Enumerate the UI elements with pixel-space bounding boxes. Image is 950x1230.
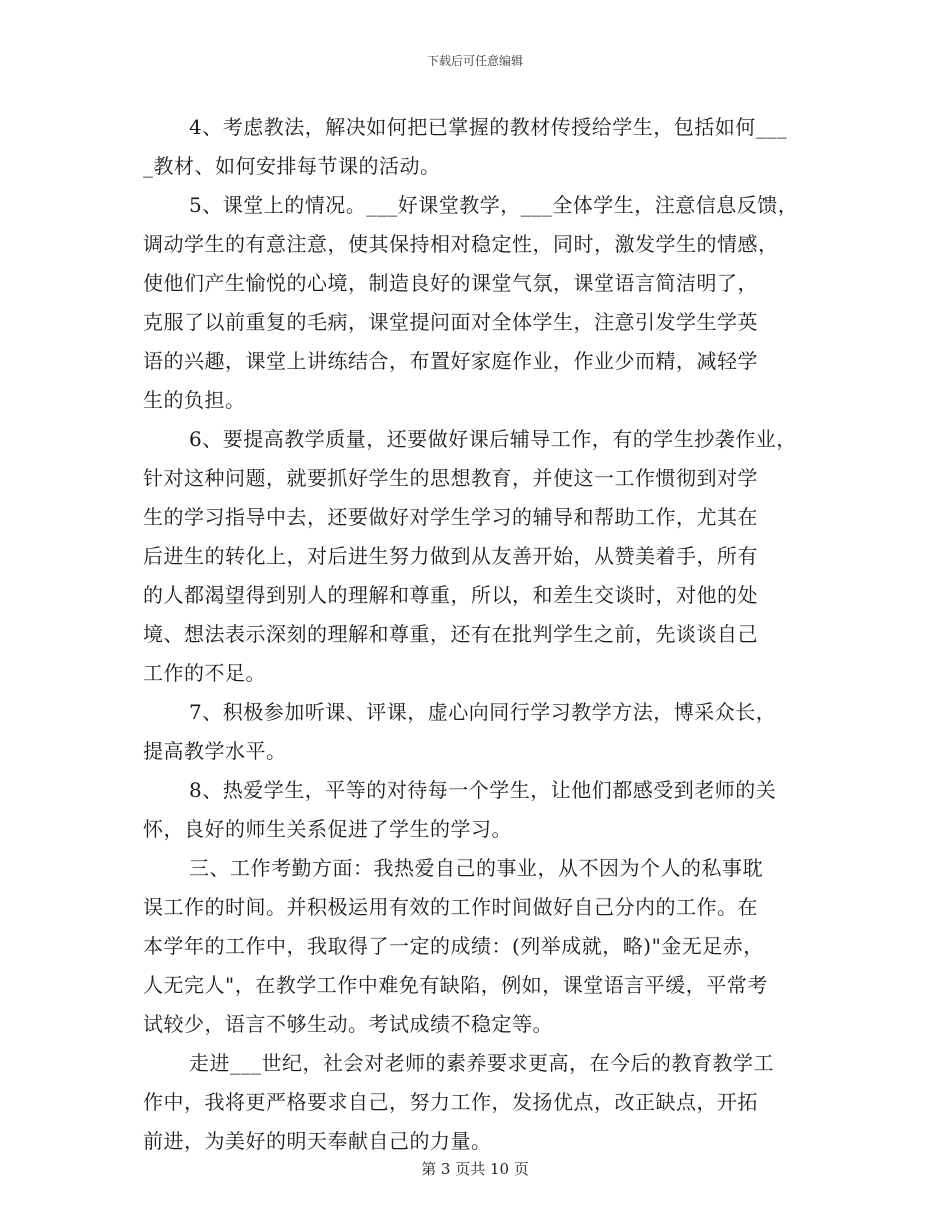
text-line: 语的兴趣，课堂上讲练结合，布置好家庭作业，作业少而精，减轻学 bbox=[143, 349, 758, 373]
text-line: 本学年的工作中，我取得了一定的成绩：(列举成就，略)"金无足赤， bbox=[143, 934, 764, 958]
text-line: 7、积极参加听课、评课，虚心向同行学习教学方法，博采众长， bbox=[189, 700, 777, 724]
text-line: 人无完人"，在教学工作中难免有缺陷，例如，课堂语言平缓，平常考 bbox=[143, 973, 768, 997]
text-line: 调动学生的有意注意，使其保持相对稳定性，同时，激发学生的情感， bbox=[143, 232, 779, 256]
text-line: 后进生的转化上，对后进生努力做到从友善开始，从赞美着手，所有 bbox=[143, 544, 758, 568]
text-line: 使他们产生愉悦的心境，制造良好的课堂气氛，课堂语言简洁明了， bbox=[143, 271, 758, 295]
text-line: 6、要提高教学质量，还要做好课后辅导工作，有的学生抄袭作业， bbox=[189, 427, 797, 451]
page-header: 下载后可任意编辑 bbox=[426, 54, 523, 68]
text-line: 5、课堂上的情况。___好课堂教学，___全体学生，注意信息反馈， bbox=[189, 193, 799, 217]
text-line: 作中，我将更严格要求自己，努力工作，发扬优点，改正缺点，开拓 bbox=[143, 1090, 758, 1114]
text-line: 4、考虑教法，解决如何把已掌握的教材传授给学生，包括如何___ bbox=[189, 115, 788, 139]
text-line: 针对这种问题，就要抓好学生的思想教育，并使这一工作惯彻到对学 bbox=[143, 466, 758, 490]
text-line: 怀，良好的师生关系促进了学生的学习。 bbox=[143, 817, 512, 841]
text-line: 境、想法表示深刻的理解和尊重，还有在批判学生之前，先谈谈自己 bbox=[143, 622, 758, 646]
text-line: 走进___世纪，社会对老师的素养要求更高，在今后的教育教学工 bbox=[189, 1051, 774, 1075]
text-line: 生的负担。 bbox=[143, 388, 246, 412]
document-body bbox=[143, 108, 833, 1161]
text-line: 试较少，语言不够生动。考试成绩不稳定等。 bbox=[143, 1012, 553, 1036]
text-line: 克服了以前重复的毛病，课堂提问面对全体学生，注意引发学生学英 bbox=[143, 310, 758, 334]
text-line: 的人都渴望得到别人的理解和尊重，所以，和差生交谈时，对他的处 bbox=[143, 583, 758, 607]
text-line: 工作的不足。 bbox=[143, 661, 266, 685]
text-line: 提高教学水平。 bbox=[143, 739, 287, 763]
text-line: _教材、如何安排每节课的活动。 bbox=[143, 154, 441, 178]
text-line: 生的学习指导中去，还要做好对学生学习的辅导和帮助工作，尤其在 bbox=[143, 505, 758, 529]
text-line: 三、工作考勤方面：我热爱自己的事业，从不因为个人的私事耽 bbox=[189, 856, 763, 880]
text-line: 误工作的时间。并积极运用有效的工作时间做好自己分内的工作。在 bbox=[143, 895, 758, 919]
text-line: 前进，为美好的明天奉献自己的力量。 bbox=[143, 1129, 492, 1153]
text-line: 8、热爱学生，平等的对待每一个学生，让他们都感受到老师的关 bbox=[189, 778, 777, 802]
page-number: 第 3 页共 10 页 bbox=[421, 1160, 529, 1178]
